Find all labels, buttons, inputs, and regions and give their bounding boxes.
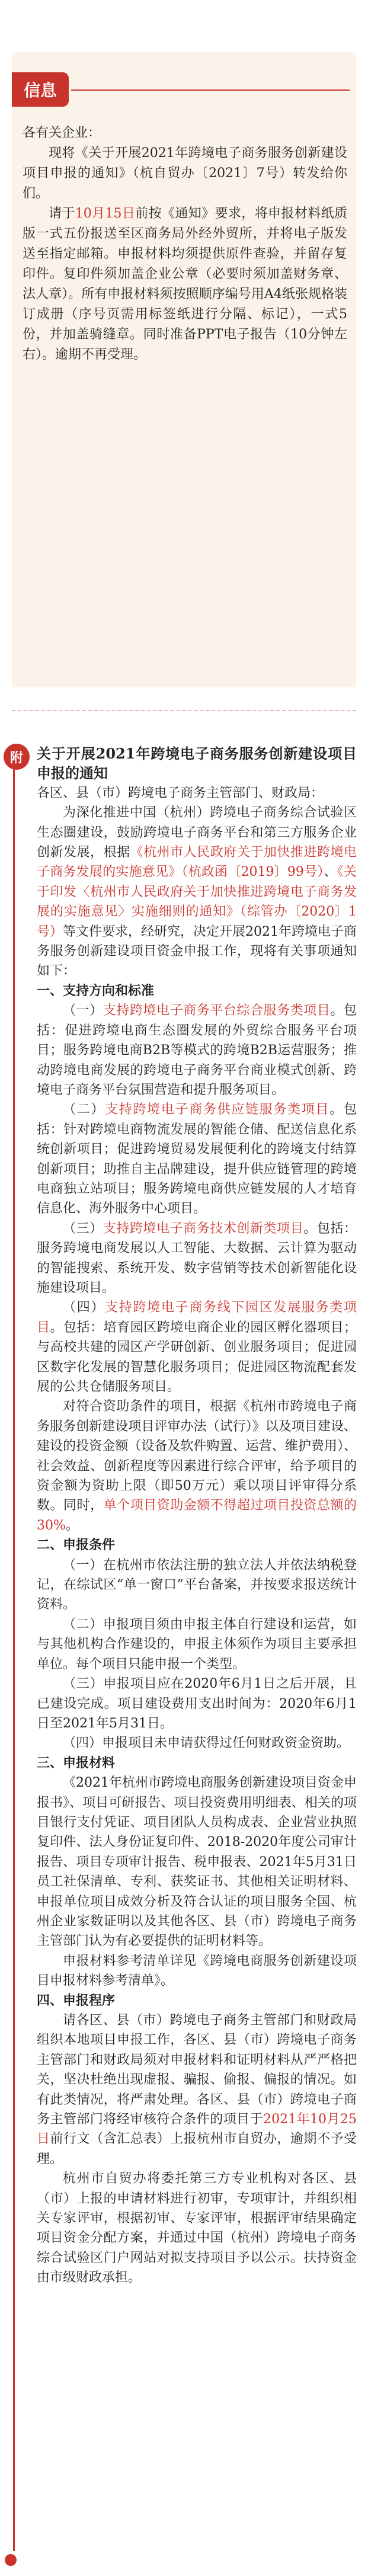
- notice-salutation: 各有关企业：: [23, 126, 101, 140]
- deadline-date: 10月15日: [75, 206, 136, 221]
- deadline-post: 前按《通知》要求，将申报材料纸质版一式五份报送至区商务局外经外贸所，并将电子版发送至指定邮箱。申报材料均须提供原件查验，并留存复印件。复印件须加盖企业公章（必要时须加盖财务章、法人章）。所有申报材料须按照顺序编号用A4纸张规格装订成册（序号页需用标签纸进行分隔、标记），一式5份，并加盖骑缝章。同时准备PPT电子报告（10分钟左右）。逾期不再受理。: [23, 206, 347, 362]
- notice-paragraph-2: [23, 204, 347, 365]
- item-number: （一）: [63, 1003, 103, 1019]
- attachment-body: [37, 744, 357, 2288]
- procedure-paragraph-1: [37, 2011, 357, 2169]
- section-heading-3: 三、申报材料: [37, 1755, 116, 1771]
- attachment-salutation: 各区、县（市）跨境电子商务主管部门、财政局：: [37, 785, 324, 801]
- end-marker: [5, 2554, 17, 2566]
- deadline-pre: 请于: [49, 206, 75, 221]
- item-highlight: 支持跨境电子商务技术创新类项目: [103, 1221, 304, 1236]
- item-number: （二）: [63, 1102, 105, 1118]
- attachment-title: 关于开展2021年跨境电子商务服务创新建设项目申报的通知: [37, 745, 357, 782]
- policy-reference-1: 《杭州市人民政府关于加快推进跨境电子商务发展的实施意见》（杭政函〔2019〕99号）: [37, 845, 357, 880]
- section-divider: [12, 710, 356, 711]
- item-highlight: 支持跨境电子商务线下园区发展服务类项目: [37, 1300, 357, 1335]
- left-accent-rule: [13, 744, 15, 2551]
- materials-paragraph-1: 《2021年杭州市跨境电商服务创新建设项目资金申报书》、项目可研报告、项目投资费用明细表、相关的项目银行支付凭证、项目团队人员构成表、企业营业执照复印件、法人身份证复印件、2018-2020年度公司审计报告、项目专项审计报告、税申报表、2021年5月31日员工社保清单、专利、获奖证书、其他相关证明材料、申报单位项目成效分析及符合认证的项目服务全国、杭州企业家数证明以及其他各区、县（市）跨境电子商务主管部门认为有必要提供的证明材料等。: [37, 1775, 357, 1949]
- section-heading-2: 二、申报条件: [37, 1537, 116, 1553]
- condition-4: （四）申报项目未申请获得过任何财政资金资助。: [63, 1736, 350, 1751]
- support-item-4: [37, 1298, 357, 1397]
- notice-paragraph-1: 现将《关于开展2021年跨境电子商务服务创新建设项目申报的通知》（杭自贸办〔2021〕7号）转发给你们。: [23, 146, 347, 201]
- procedure-text-a: 请各区、县（市）跨境电子商务主管部门和财政局组织本地项目申报工作，各区、县（市）跨境电子商务主管部门和财政局须对申报材料和证明材料从严严格把关，坚决杜绝出现虚报、骗报、偷报、偏报的情况。如有此类情况，将严肃处理。各区、县（市）跨境电子商务主管部门将经审核符合条件的项目于: [37, 2013, 357, 2127]
- section-heading-1: 一、支持方向和标准: [37, 983, 155, 999]
- notice-body: [23, 123, 347, 365]
- policy-reference-2: 《关于印发〈杭州市人民政府关于加快推进跨境电子商务发展的实施意见〉实施细则的通知》（综管办〔2020〕1号）: [37, 865, 357, 939]
- condition-1: （一）在杭州市依法注册的独立法人并依法纳税登记，在综试区“单一窗口”平台备案，并按要求报送统计资料。: [37, 1557, 357, 1612]
- intro-text-c: 等文件要求，经研究，决定开展2021年跨境电子商务服务创新建设项目资金申报工作，现将有关事项通知如下：: [37, 924, 357, 979]
- item-number: （四）: [63, 1300, 105, 1316]
- support-text: 对符合资助条件的项目，根据《杭州市跨境电子商务服务创新建设项目评审办法（试行）》以及项目建设、建设的投资金额（设备及软件购置、运营、维护费用）、社会效益、创新程度等因素进行综合评审，给予项目的资金额为资助上限（即50万元）乘以项目评审得分系数。同时，: [37, 1399, 357, 1513]
- funding-cap-note: 单个项目资助金额不得超过项目投资总额的30%: [37, 1498, 357, 1533]
- support-text-end: 。: [65, 1518, 79, 1533]
- attachment-badge: 附: [4, 744, 30, 770]
- intro-text-b: 、: [324, 865, 337, 880]
- section-heading-4: 四、申报程序: [37, 1992, 116, 2008]
- support-standard: [37, 1397, 357, 1535]
- info-tag: 信息: [12, 72, 69, 107]
- condition-3: （三）申报项目应在2020年6月1日之后开展，且已建设完成。项目建设费用支出时间为：2020年6月1日至2021年5月31日。: [37, 1676, 357, 1731]
- materials-paragraph-2: 申报材料参考清单详见《跨境电商服务创新建设项目申报材料参考清单》。: [37, 1953, 357, 1989]
- condition-2: （二）申报项目须由申报主体自行建设和运营，如与其他机构合作建设的，申报主体须作为项目主要承担单位。每个项目只能申报一个类型。: [37, 1617, 357, 1672]
- procedure-paragraph-2: 杭州市自贸办将委托第三方专业机构对各区、县（市）上报的申请材料进行初审，专项审计，并组织相关专家评审，根据初审、专家评审，根据评审结果确定项目资金分配方案，并通过中国（杭州）跨境电子商务综合试验区门户网站对拟支持项目予以公示。扶持资金由市级财政承担。: [37, 2171, 357, 2286]
- item-highlight: 支持跨境电子商务平台综合服务类项目: [103, 1003, 331, 1019]
- item-text: 。包括：针对跨境电商物流发展的智能仓储、配送信息化系统创新项目；促进跨境贸易发展便利化的跨境支付结算创新项目；助推自主品牌建设，提升供应链管理的跨境电商独立站项目；服务跨境电商供应链发展的人才培育信息化、海外服务中心项目。: [37, 1102, 357, 1217]
- tag-divider: [71, 89, 350, 91]
- item-text: 。包括：培育园区跨境电商企业的园区孵化器项目；与高校共建的园区产学研创新、创业服务项目；促进园区数字化发展的智慧化服务项目；促进园区物流配套发展的公共仓储服务项目。: [37, 1320, 357, 1394]
- procedure-text-b: 前行文（含汇总表）上报杭州市自贸办，逾期不予受理。: [37, 2132, 357, 2167]
- item-highlight: 支持跨境电子商务供应链服务类项目: [105, 1102, 330, 1118]
- intro-text-a: 为深化推进中国（杭州）跨境电子商务综合试验区生态圈建设，鼓励跨境电子商务平台和第三方服务企业创新发展，根据: [37, 805, 357, 860]
- item-text: 。包括：服务跨境电商发展以人工智能、大数据、云计算为驱动的智能搜索、系统开发、数字营销等技术创新智能化设施建设项目。: [37, 1221, 357, 1295]
- item-number: （三）: [63, 1221, 103, 1236]
- support-item-1: [37, 1001, 357, 1100]
- item-text: 。包括：促进跨境电商生态圈发展的外贸综合服务平台项目；服务跨境电商B2B等模式的跨境B2B运营服务；推动跨境电商发展的跨境电子商务平台商业模式创新、跨境电子商务平台氛围营造和提升服务项目。: [37, 1003, 357, 1097]
- submission-deadline: 2021年10月25日: [37, 2112, 357, 2147]
- intro-paragraph: [37, 803, 357, 981]
- support-item-3: [37, 1219, 357, 1298]
- support-item-2: [37, 1100, 357, 1218]
